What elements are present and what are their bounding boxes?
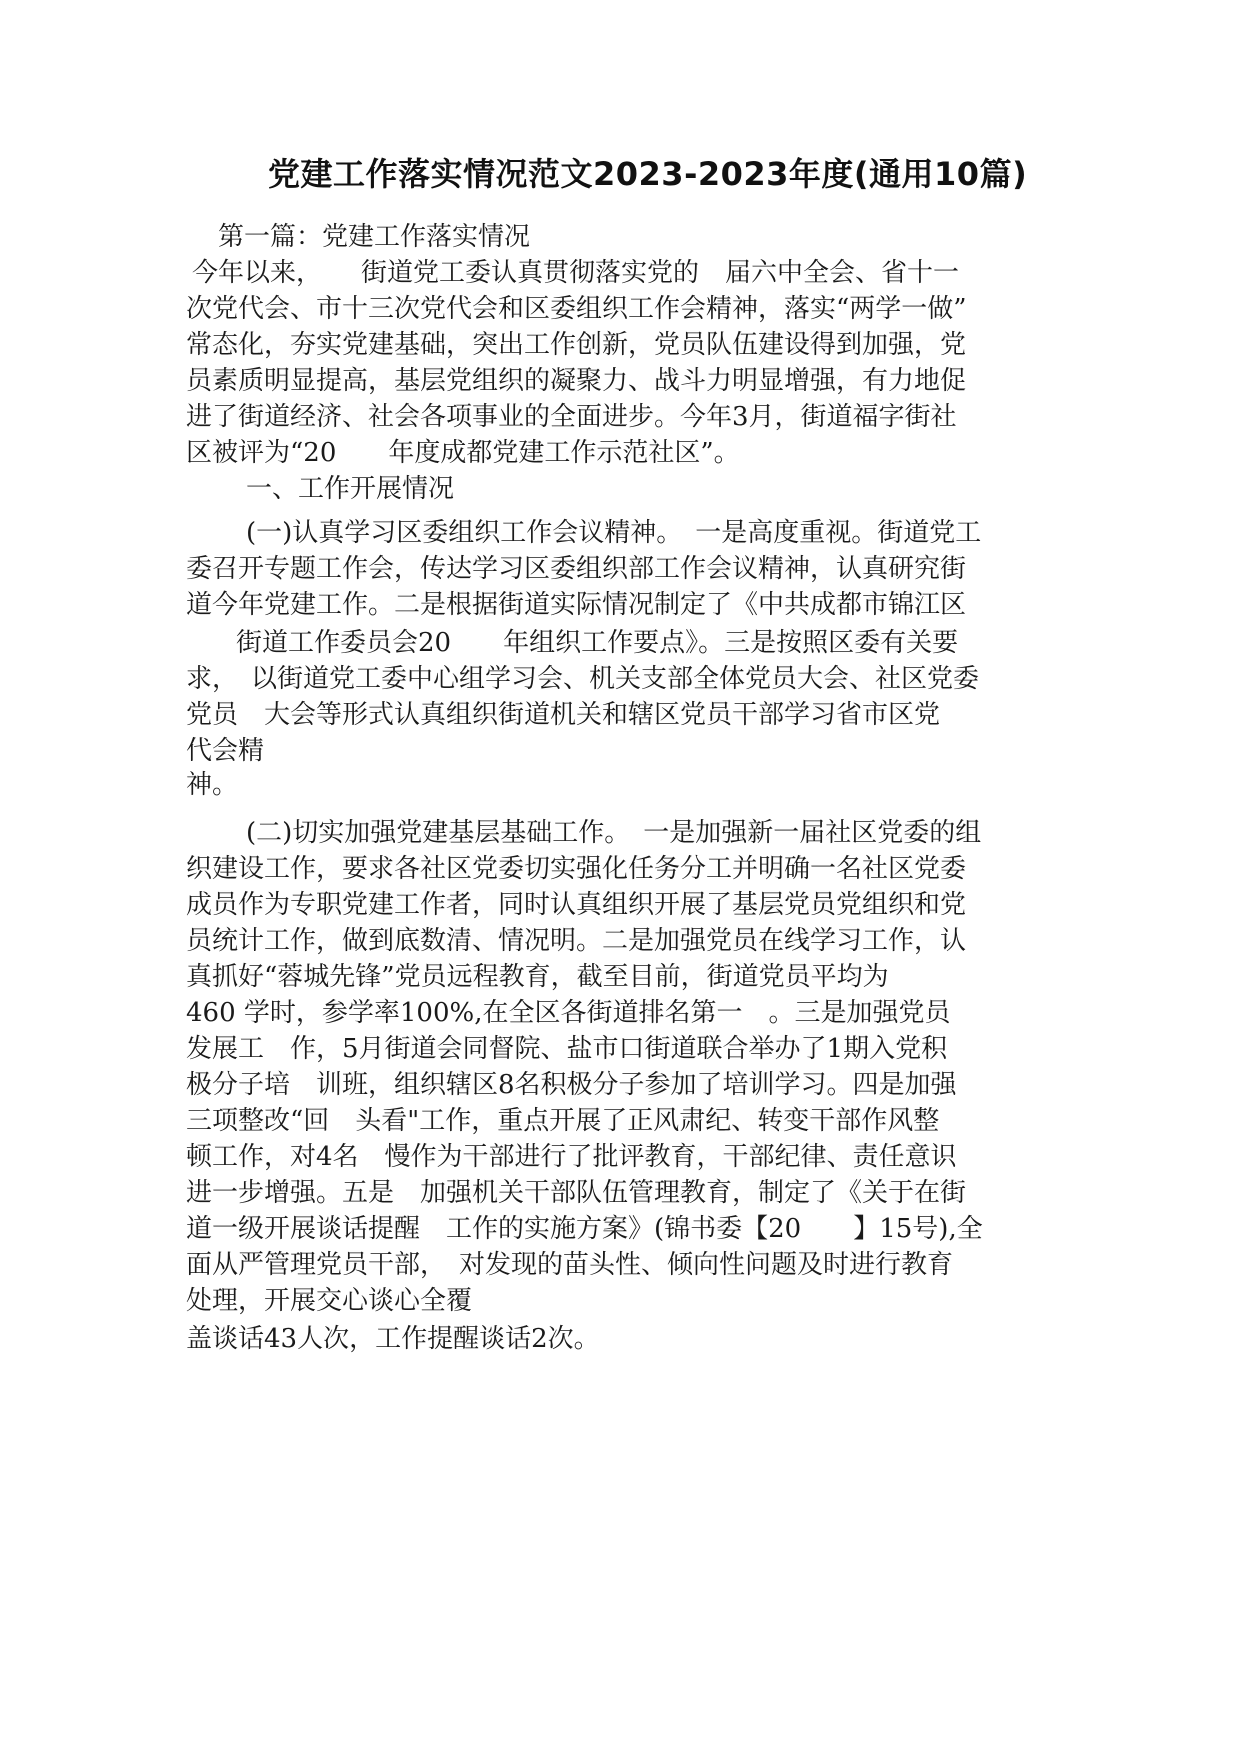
paragraph-3-line-15: 盖谈话43人次，工作提醒谈话2次。 — [186, 1324, 600, 1354]
paragraph-3-line-6: 460 学时，参学率100%,在全区各街道排名第一 。三是加强党员 — [186, 998, 951, 1028]
paragraph-3-line-2: 织建设工作，要求各社区党委切实强化任务分工并明确一名社区党委 — [186, 854, 967, 884]
paragraph-2-line-7: 代会精 — [186, 736, 265, 766]
paragraph-3-line-8: 极分子培 训班，组织辖区8名积极分子参加了培训学习。四是加强 — [186, 1070, 957, 1100]
paragraph-2-line-3: 道今年党建工作。二是根据街道实际情况制定了《中共成都市锦江区 — [186, 590, 967, 620]
paragraph-2-line-5: 求， 以街道党工委中心组学习会、机关支部全体党员大会、社区党委 — [186, 664, 980, 694]
paragraph-2-line-4: 街道工作委员会20 年组织工作要点》。三是按照区委有关要 — [236, 628, 959, 658]
subsection-heading-1: 一、工作开展情况 — [246, 474, 455, 504]
paragraph-3-line-5: 真抓好“蓉城先锋”党员远程教育，截至目前，街道党员平均为 — [186, 962, 889, 992]
paragraph-1-line-6: 区被评为“20 年度成都党建工作示范社区”。 — [186, 438, 740, 468]
paragraph-3-line-11: 进一步增强。五是 加强机关干部队伍管理教育，制定了《关于在街 — [186, 1178, 967, 1208]
paragraph-3-line-1: (二)切实加强党建基层基础工作。 一是加强新一届社区党委的组 — [246, 818, 982, 848]
paragraph-2-line-8: 神。 — [186, 770, 239, 800]
paragraph-2-line-2: 委召开专题工作会，传达学习区委组织部工作会议精神，认真研究街 — [186, 554, 967, 584]
paragraph-3-line-3: 成员作为专职党建工作者，同时认真组织开展了基层党员党组织和党 — [186, 890, 967, 920]
paragraph-3-line-7: 发展工 作，5月街道会同督院、盐市口街道联合举办了1期入党积 — [186, 1034, 948, 1064]
paragraph-1-line-5: 进了街道经济、社会各项事业的全面进步。今年3月，街道福字街社 — [186, 402, 957, 432]
paragraph-2-line-6: 党员 大会等形式认真组织街道机关和辖区党员干部学习省市区党 — [186, 700, 941, 730]
paragraph-1-line-2: 次党代会、市十三次党代会和区委组织工作会精神，落实“两学一做” — [186, 294, 967, 324]
paragraph-3-line-13: 面从严管理党员干部， 对发现的苗头性、倾向性问题及时进行教育 — [186, 1250, 954, 1280]
paragraph-3-line-10: 顿工作，对4名 慢作为干部进行了批评教育，干部纪律、责任意识 — [186, 1142, 957, 1172]
paragraph-3-line-14: 处理，开展交心谈心全覆 — [186, 1286, 473, 1316]
paragraph-1-line-1: 今年以来， 街道党工委认真贯彻落实党的 届六中全会、省十一 — [192, 258, 960, 288]
section-heading: 第一篇：党建工作落实情况 — [218, 222, 531, 252]
paragraph-2-line-1: (一)认真学习区委组织工作会议精神。 一是高度重视。街道党工 — [246, 518, 982, 548]
document-title: 党建工作落实情况范文2023-2023年度(通用10篇) — [268, 155, 1028, 193]
paragraph-1-line-3: 常态化，夯实党建基础，突出工作创新，党员队伍建设得到加强，党 — [186, 330, 967, 360]
paragraph-3-line-12: 道一级开展谈话提醒 工作的实施方案》(锦书委【20 】15号),全 — [186, 1214, 983, 1244]
paragraph-3-line-9: 三项整改“回 头看"工作，重点开展了正风肃纪、转变干部作风整 — [186, 1106, 940, 1136]
paragraph-1-line-4: 员素质明显提高，基层党组织的凝聚力、战斗力明显增强，有力地促 — [186, 366, 967, 396]
paragraph-3-line-4: 员统计工作，做到底数清、情况明。二是加强党员在线学习工作，认 — [186, 926, 967, 956]
